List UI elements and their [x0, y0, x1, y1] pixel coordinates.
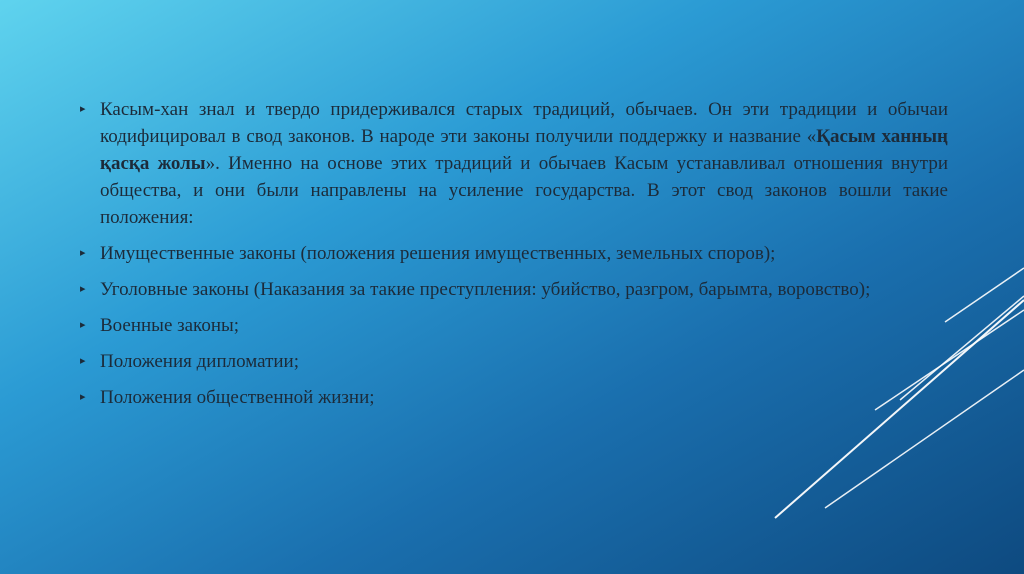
- decor-line: [900, 296, 1024, 400]
- decor-line: [775, 300, 1024, 518]
- bullet-arrow-icon: ▸: [80, 103, 86, 115]
- item-text-part: Касым-хан знал и твердо придерживался старых традиций, обычаев. Он эти традиции и обычаи кодифицировал в свод законов. В народе эти законы получили поддержку и название «: [100, 99, 948, 147]
- bullet-arrow-icon: ▸: [80, 247, 86, 259]
- item-text: Положения общественной жизни;: [100, 387, 375, 408]
- item-text: Положения дипломатии;: [100, 351, 299, 372]
- item-text-part: ». Именно на основе этих традиций и обычаев Касым устанавливал отношения внутри общества, и они были направлены на усиление государства. В этот свод законов вошли такие положения:: [100, 153, 948, 228]
- decor-line: [945, 268, 1024, 322]
- bullet-arrow-icon: ▸: [80, 319, 86, 331]
- decor-line: [875, 310, 1024, 410]
- item-text: Имущественные законы (положения решения имущественных, земельных споров);: [100, 243, 776, 264]
- bullet-arrow-icon: ▸: [80, 283, 86, 295]
- item-text: Военные законы;: [100, 315, 240, 336]
- bullet-arrow-icon: ▸: [80, 391, 86, 403]
- item-text: Уголовные законы (Наказания за такие преступления: убийство, разгром, барымта, воровство);: [100, 279, 871, 300]
- bullet-arrow-icon: ▸: [80, 355, 86, 367]
- decor-line: [825, 370, 1024, 508]
- law-name-bold: Қасым ханның қасқа жолы: [100, 126, 948, 174]
